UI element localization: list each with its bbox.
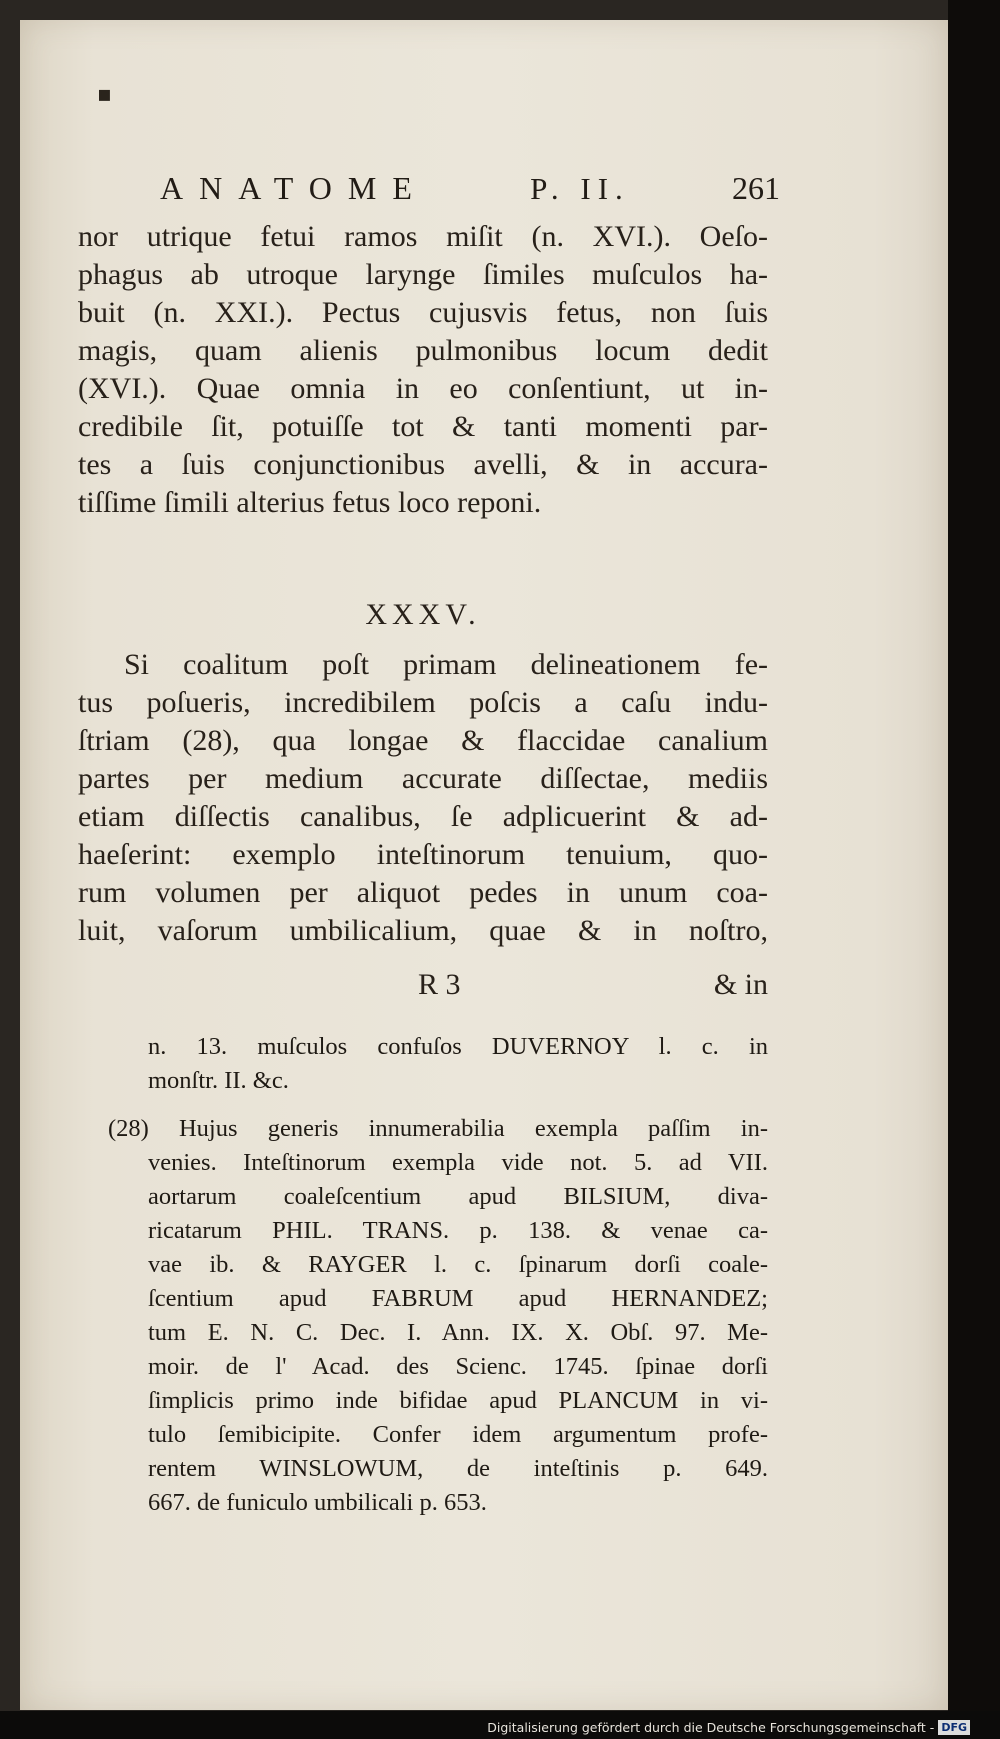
running-title: ANATOME (160, 170, 428, 206)
ink-mark: ▪ (97, 82, 112, 107)
text-line: partes per medium accurate diſſectae, mediis (78, 762, 768, 795)
credit-text: Digitalisierung gefördert durch die Deutsche Forschungsgemeinschaft - (487, 1720, 935, 1735)
footnote-line: aortarum coaleſcentium apud BILSIUM, diva- (148, 1183, 768, 1210)
paragraph-1 (78, 218, 768, 522)
page-number: 261 (732, 170, 780, 206)
footnote-line: monſtr. II. &c. (148, 1067, 289, 1094)
signature-mark: R 3 (418, 968, 461, 1001)
footnote-line: (28) Hujus generis innumerabilia exempla paſſim in- (108, 1115, 768, 1142)
footnote-line: rentem WINSLOWUM, de inteſtinis p. 649. (148, 1455, 768, 1482)
scan-border-right (948, 0, 1000, 1739)
text-line: Si coalitum poſt primam delineationem fe- (124, 648, 768, 681)
paragraph-2 (78, 646, 768, 950)
part-label: P. II. (530, 171, 630, 206)
text-line: nor utrique fetui ramos miſit (n. XVI.). Oeſo- (78, 220, 768, 253)
footnote-line: tum E. N. C. Dec. I. Ann. IX. X. Obſ. 97. Me- (148, 1319, 768, 1346)
digitization-credit (487, 1720, 970, 1735)
footnote-line: ſcentium apud FABRUM apud HERNANDEZ; (148, 1285, 768, 1312)
text-line: luit, vaſorum umbilicalium, quae & in noſtro, (78, 914, 768, 947)
text-line: phagus ab utroque larynge ſimiles muſculos ha- (78, 258, 768, 291)
footnote-line: venies. Inteſtinorum exempla vide not. 5. ad VII. (148, 1149, 768, 1176)
footnote-line: ricatarum PHIL. TRANS. p. 138. & venae ca- (148, 1217, 768, 1244)
text-line: haeſerint: exemplo inteſtinorum tenuium, quo- (78, 838, 768, 871)
text-line: ſtriam (28), qua longae & flaccidae canalium (78, 724, 768, 757)
footnote-line: ſimplicis primo inde bifidae apud PLANCUM in vi- (148, 1387, 768, 1414)
footnote-line: tulo ſemibicipite. Confer idem argumentum profe- (148, 1421, 768, 1448)
footnote-line: n. 13. muſculos confuſos DUVERNOY l. c. in (148, 1033, 768, 1060)
running-header (160, 170, 780, 207)
dfg-logo: DFG (938, 1720, 970, 1735)
text-line: rum volumen per aliquot pedes in unum coa- (78, 876, 768, 909)
footnote-line: 667. de funiculo umbilicali p. 653. (148, 1489, 487, 1516)
text-line: buit (n. XXI.). Pectus cujusvis fetus, non ſuis (78, 296, 768, 329)
text-line: tiſſime ſimili alterius fetus loco reponi. (78, 486, 542, 519)
text-line: (XVI.). Quae omnia in eo conſentiunt, ut in- (78, 372, 768, 405)
footnote-line: vae ib. & RAYGER l. c. ſpinarum dorſi coale- (148, 1251, 768, 1278)
section-heading: XXXV. (365, 598, 481, 631)
text-line: credibile ſit, potuiſſe tot & tanti momenti par- (78, 410, 768, 443)
footnote-line: moir. de l' Acad. des Scienc. 1745. ſpinae dorſi (148, 1353, 768, 1380)
catchword: & in (713, 968, 768, 1001)
text-line: tes a ſuis conjunctionibus avelli, & in accura- (78, 448, 768, 481)
footnote-continuation (108, 1030, 768, 1098)
footnote-28 (108, 1112, 768, 1520)
book-page (20, 20, 948, 1710)
text-line: magis, quam alienis pulmonibus locum dedit (78, 334, 768, 367)
text-line: tus poſueris, incredibilem poſcis a caſu indu- (78, 686, 768, 719)
text-line: etiam diſſectis canalibus, ſe adplicuerint & ad- (78, 800, 768, 833)
